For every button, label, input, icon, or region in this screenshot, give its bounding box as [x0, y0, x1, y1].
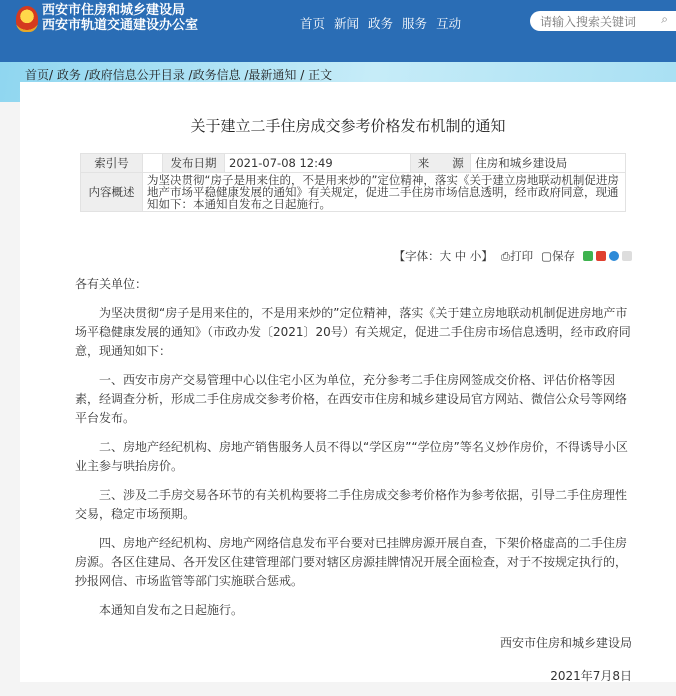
article-title: 关于建立二手住房成交参考价格发布机制的通知	[190, 117, 506, 135]
print-button[interactable]	[501, 248, 533, 264]
paragraph: 三、涉及二手房交易各环节的有关机构要将二手住房成交参考价格作为参考依据，引导二手住房理性交易，稳定市场预期。	[75, 488, 628, 521]
site-header	[0, 0, 676, 62]
source-value: 住房和城乡建设局	[471, 154, 626, 173]
paragraph: 一、西安市房产交易管理中心以住宅小区为单位，充分参考二手住房网签成交价格、评估价格等因素，经调查分析，形成二手住房成交参考价格，在西安市住房和城乡建设局官方网站、微信公众号等网络平台发布。	[75, 373, 628, 425]
paragraph: 四、房地产经纪机构、房地产网络信息发布平台要对已挂牌房源开展自查，下架价格虚高的二手住房房源。各区住建局、各开发区住建管理部门要对辖区房源挂牌情况开展全面检查，对于不按规定执行的，抄报网信、市场监管等部门实施联合惩戒。	[75, 536, 628, 588]
font-size-control[interactable]: 【字体：大 中 小】	[393, 249, 493, 263]
national-emblem-icon	[16, 6, 38, 32]
search-icon[interactable]: ⌕	[661, 12, 668, 26]
index-label: 索引号	[81, 154, 143, 173]
main-nav	[300, 14, 461, 32]
breadcrumb[interactable]: 首页/ 政务 /政府信息公开目录 /政务信息 /最新通知 / 正文	[25, 68, 333, 82]
save-button[interactable]	[541, 248, 575, 264]
nav-interaction[interactable]: 互动	[436, 16, 462, 31]
nav-news[interactable]: 新闻	[334, 16, 360, 31]
wechat-share-icon[interactable]	[583, 251, 593, 261]
summary-label: 内容概述	[81, 173, 143, 212]
date-label: 发布日期	[163, 154, 225, 173]
print-label: 打印	[510, 249, 534, 263]
index-value	[143, 154, 163, 173]
summary-value: 为坚决贯彻“房子是用来住的，不是用来炒的”定位精神，落实《关于建立房地联动机制促进房地产市场平稳健康发展的通知》有关规定，促进二手住房市场信息透明，经市政府同意，现通知如下：本通知自发布之日起施行。	[143, 173, 626, 212]
paragraph: 本通知自发布之日起施行。	[99, 603, 244, 617]
paragraph: 二、房地产经纪机构、房地产销售服务人员不得以“学区房”“学位房”等名义炒作房价，不得诱导小区业主参与哄抬房价。	[75, 440, 628, 473]
meta-table	[80, 153, 626, 212]
org-name-2: 西安市轨道交通建设办公室	[42, 18, 199, 33]
salutation: 各有关单位：	[75, 277, 148, 291]
org-name-1: 西安市住房和城乡建设局	[42, 3, 186, 18]
article-container	[20, 82, 676, 682]
site-name[interactable]	[42, 3, 198, 33]
signature: 西安市住房和城乡建设局	[499, 636, 632, 650]
source-label: 来 源	[411, 154, 471, 173]
qq-share-icon[interactable]	[609, 251, 619, 261]
date-value: 2021-07-08 12:49	[225, 154, 411, 173]
sign-date: 2021年7月8日	[550, 669, 632, 683]
search-input[interactable]	[530, 11, 676, 31]
article-body	[75, 275, 632, 696]
save-icon: ▢	[541, 249, 552, 263]
paragraph: 为坚决贯彻“房子是用来住的，不是用来炒的”定位精神，落实《关于建立房地联动机制促进房地产市场平稳健康发展的通知》（市政办发〔2021〕20号）有关规定，促进二手住房市场信息透明，经市政府同意，现通知如下：	[75, 306, 631, 358]
print-icon: ⎙	[500, 249, 511, 263]
nav-service[interactable]: 服务	[402, 16, 428, 31]
nav-home[interactable]: 首页	[300, 16, 326, 31]
nav-government[interactable]: 政务	[368, 16, 394, 31]
weibo-share-icon[interactable]	[596, 251, 606, 261]
copy-icon[interactable]	[622, 251, 632, 261]
article-tools	[394, 248, 632, 264]
search-placeholder: 请输入搜索关键词	[540, 15, 637, 29]
save-label: 保存	[552, 249, 575, 263]
